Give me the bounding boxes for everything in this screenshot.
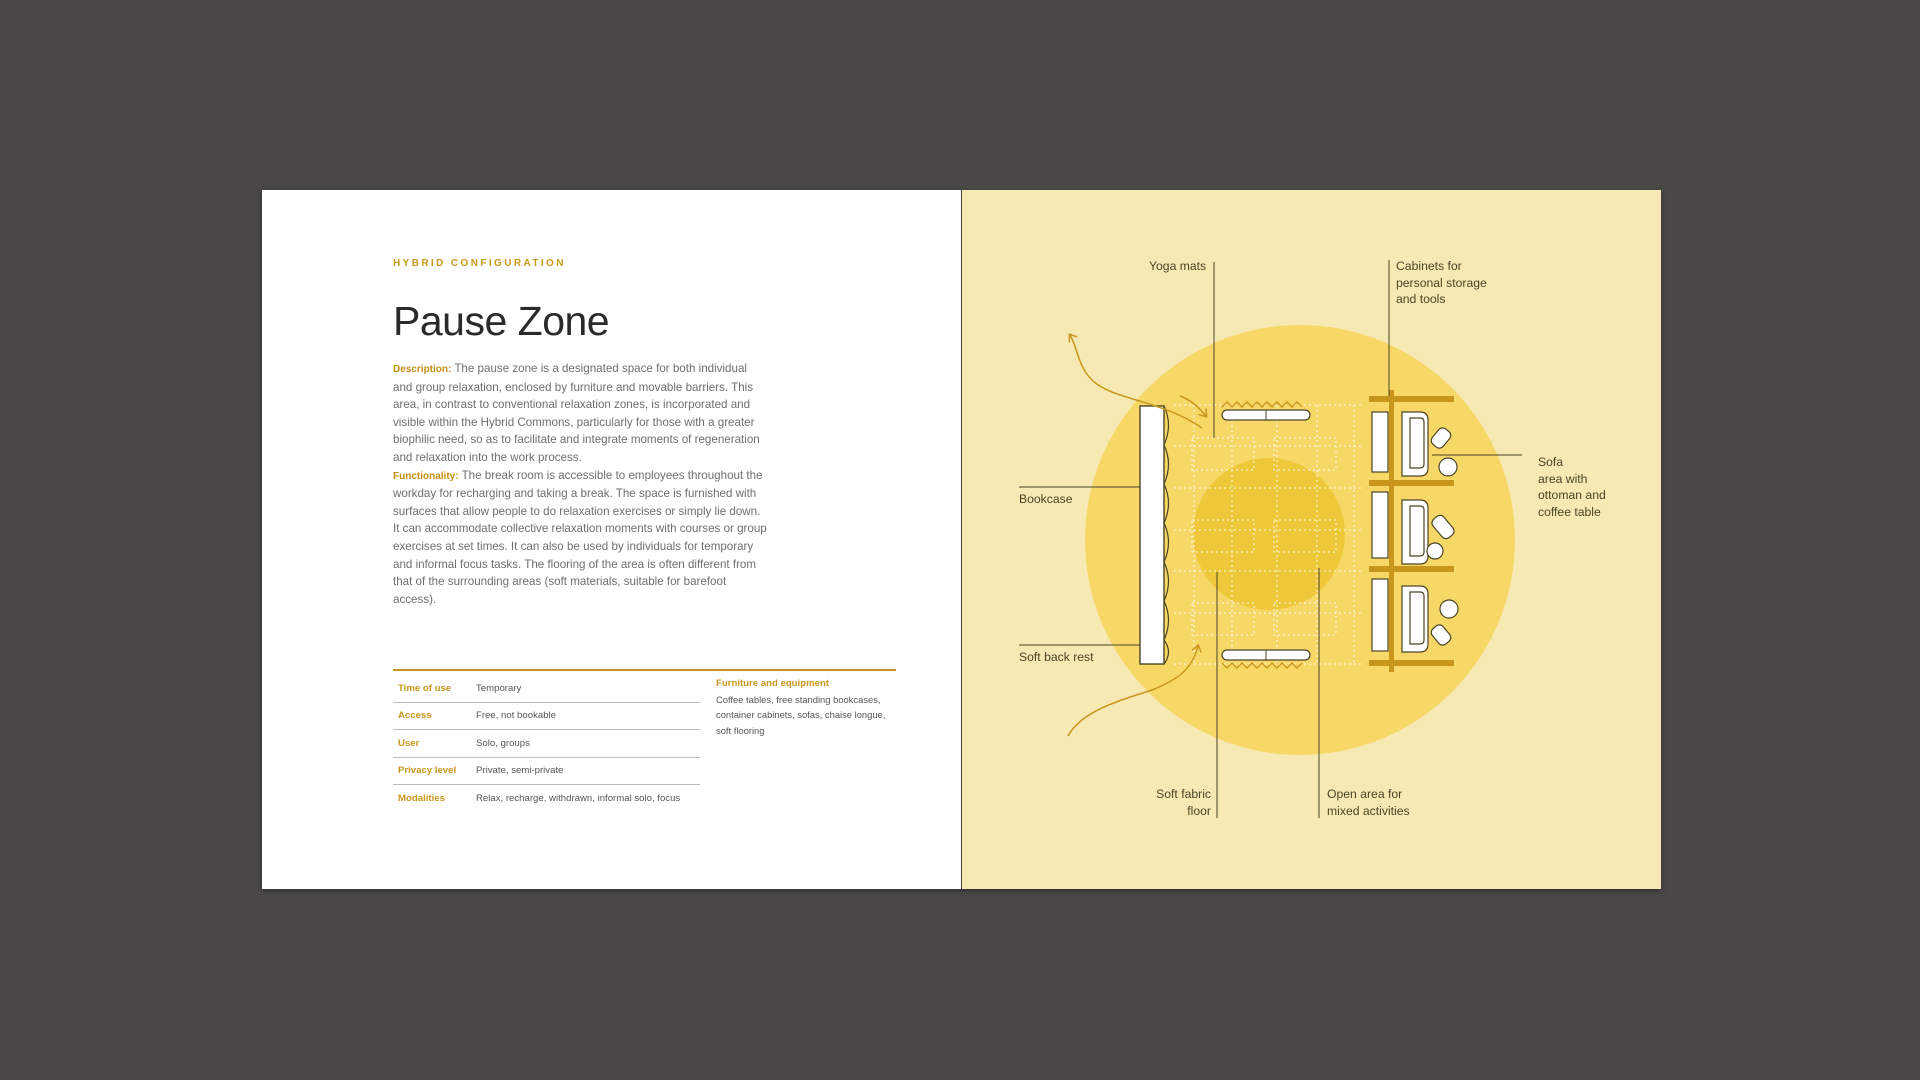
spec-value: Relax, recharge, withdrawn, informal solo, focus <box>476 792 681 804</box>
spec-key: User <box>393 730 476 758</box>
spec-key: Privacy level <box>393 757 476 785</box>
furniture-text: Coffee tables, free standing bookcases, container cabinets, sofas, chaise longue, soft flooring <box>716 694 886 736</box>
body-text <box>393 360 768 608</box>
spec-value: Solo, groups <box>476 730 700 758</box>
label-cabinets: Cabinets for personal storage and tools <box>1396 259 1487 306</box>
left-page <box>262 190 961 889</box>
label-open-area: Open area for mixed activities <box>1327 787 1410 818</box>
spec-value: Temporary <box>476 675 700 702</box>
section-eyebrow: HYBRID CONFIGURATION <box>393 258 566 269</box>
table-row <box>393 702 700 730</box>
spec-value: Free, not bookable <box>476 702 700 730</box>
furniture-heading: Furniture and equipment <box>716 678 829 689</box>
spec-value: Private, semi-private <box>476 757 700 785</box>
table-row <box>393 757 700 785</box>
book-spread <box>262 190 1661 889</box>
spec-key: Access <box>393 702 476 730</box>
bookcase <box>1140 406 1169 664</box>
table-row <box>393 675 700 702</box>
pause-zone-floorplan <box>962 190 1661 889</box>
label-yoga-mats: Yoga mats <box>1149 259 1207 273</box>
functionality-label: Functionality: <box>393 470 459 482</box>
label-soft-fabric-floor: Soft fabric floor <box>1156 787 1211 818</box>
page-title: Pause Zone <box>393 298 610 344</box>
label-soft-back-rest: Soft back rest <box>1019 650 1094 664</box>
spec-key: Time of use <box>393 675 476 702</box>
furniture-block <box>716 678 896 738</box>
spec-table <box>393 675 700 812</box>
description-label: Description: <box>393 364 452 375</box>
table-row <box>393 730 700 758</box>
table-row <box>393 785 700 812</box>
label-bookcase: Bookcase <box>1019 492 1073 506</box>
description-text: The pause zone is a designated space for both individual and group relaxation, enclosed by furniture and movable barriers. This area, in contrast to conventional relaxation zones, is incorporated and visible within the Hybrid Commons, particularly for those with a greater biophilic need, so as to facilitate and integrate moments of regeneration and relaxation into the work process. <box>393 362 760 464</box>
spec-key: Modalities <box>398 792 445 804</box>
functionality-text: The break room is accessible to employees throughout the workday for recharging and taking a break. The space is furnished with surfaces that allow people to do relaxation exercises or simply lie down. It can accommodate collective relaxation moments with courses or group exercises at set times. It can also be used by individuals for temporary and informal focus tasks. The flooring of the area is often different from that of the surrounding areas (soft materials, suitable for barefoot access). <box>393 468 767 606</box>
inner-activity-circle <box>1193 458 1345 610</box>
section-divider <box>393 669 896 671</box>
label-sofa: Sofa area with ottoman and coffee table <box>1538 455 1606 519</box>
right-page-diagram <box>962 190 1661 889</box>
